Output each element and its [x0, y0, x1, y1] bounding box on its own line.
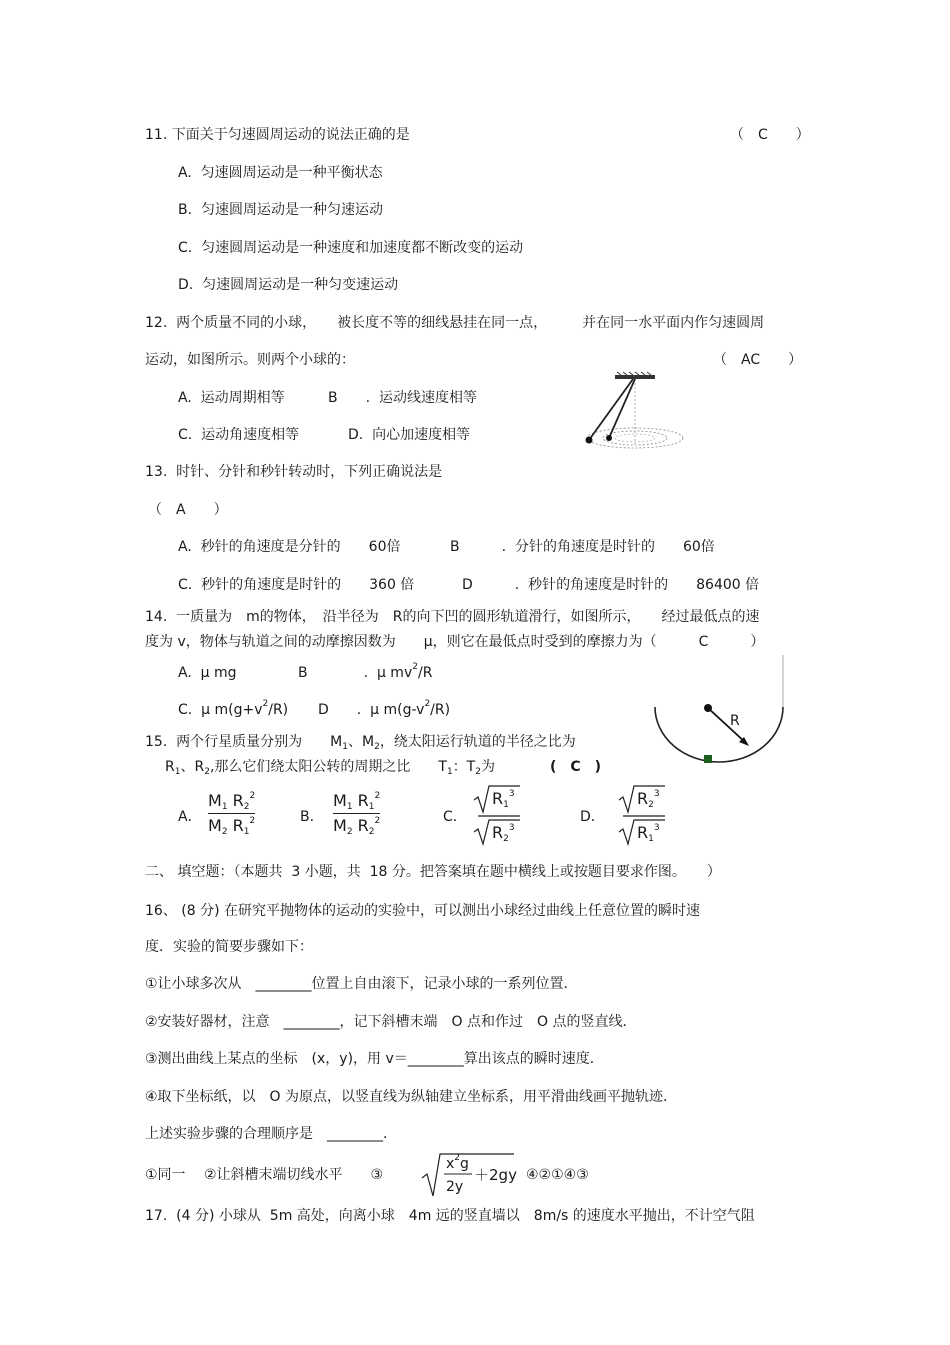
q15-option-d-denominator: $R_1^3$	[637, 823, 660, 844]
q16-stem-line1: 16、 (8 分) 在研究平抛物体的运动的实验中，可以测出小球经过曲线上任意位置的瞬时速	[145, 903, 700, 919]
q15-option-d-numerator: $R_2^3$	[637, 789, 660, 810]
q13-option-c: C. 秒针的角速度是时针的 360 倍	[178, 577, 415, 593]
q16-stem-line2: 度．实验的简要步骤如下：	[145, 939, 313, 955]
q15-stem-text: R	[165, 759, 175, 775]
superscript: 2	[412, 662, 418, 672]
q12-stem-line1: 12. 两个质量不同的小球， 被长度不等的细线悬挂在同一点， 并在同一水平面内作匀速圆周	[145, 315, 765, 331]
q11-stem: 11. 下面关于匀速圆周运动的说法正确的是	[145, 127, 410, 143]
q11-option-c: C. 匀速圆周运动是一种速度和加速度都不断改变的运动	[178, 240, 524, 256]
q16-step-4: ④取下坐标纸，以 O 为原点，以竖直线为纵轴建立坐标系，用平滑曲线画平抛轨迹．	[145, 1089, 678, 1105]
superscript: 2	[424, 699, 431, 709]
q16-answer-plus: ＋2gy	[474, 1166, 517, 1184]
subscript: 1	[174, 767, 181, 777]
subscript: 1	[342, 742, 348, 752]
q14-option-b-text: B . μ mv	[298, 665, 413, 681]
q16-step-2: ②安装好器材，注意 ________，记下斜槽末端 O 点和作过 O 点的竖直线．	[145, 1014, 637, 1030]
q14-option-d-tail: /R)	[430, 702, 451, 718]
q15-stem-text: 15. 两个行星质量分别为 M	[145, 734, 343, 750]
q12-stem-line2: 运动，如图所示。则两个小球的：	[145, 352, 355, 368]
q14-option-c-tail: /R)	[268, 702, 289, 718]
q14-option-a: A. μ mg	[178, 665, 237, 681]
q14-option-c-text: C. μ m(g+v	[178, 702, 263, 718]
q13-stem: 13. 时针、分针和秒针转动时，下列正确说法是	[145, 464, 443, 480]
q16-answer-head: ①同一 ②让斜槽末端切线水平 ③	[145, 1167, 384, 1183]
q15-stem-text: 、M	[347, 734, 375, 750]
q15-stem-line2	[165, 758, 495, 776]
q15-stem-line1	[145, 733, 576, 751]
superscript: 2	[262, 699, 269, 709]
q15-stem-text: 、R	[180, 759, 205, 775]
q15-option-c-denominator: $R_2^3$	[492, 823, 515, 844]
subscript: 1	[446, 767, 453, 777]
q11-option-a: A. 匀速圆周运动是一种平衡状态	[178, 165, 383, 181]
q16-answer-numerator: $x^2g$	[446, 1153, 469, 1172]
q12-option-c: C. 运动角速度相等	[178, 427, 300, 443]
q11-option-b: B. 匀速圆周运动是一种匀速运动	[178, 202, 383, 218]
q14-option-d	[318, 701, 450, 719]
q17-stem: 17. (4 分) 小球从 5m 高处，向离小球 4m 远的竖直墙以 8m/s 的速度水平抛出，不计空气阻	[145, 1208, 755, 1224]
subscript: 2	[204, 767, 210, 777]
q15-answer: ( C )	[550, 759, 602, 775]
conical-pendulum-figure	[575, 372, 715, 457]
q14-option-c	[178, 701, 288, 719]
q15-stem-text: ，绕太阳运行轨道的半径之比为	[379, 734, 576, 750]
q11-option-d: D. 匀速圆周运动是一种匀变速运动	[178, 277, 399, 293]
q15-stem-text: ：T	[452, 759, 476, 775]
q12-option-b: B . 运动线速度相等	[328, 390, 477, 406]
q12-option-d: D. 向心加速度相等	[348, 427, 471, 443]
q13-option-a: A. 秒针的角速度是分针的 60倍	[178, 539, 401, 555]
q16-order: 上述实验步骤的合理顺序是 ________．	[145, 1126, 397, 1142]
section-2-title: 二、 填空题：（本题共 3 小题，共 18 分。把答案填在题中横线上或按题目要求作图。 ）	[145, 864, 721, 880]
q15-option-c-label: C．	[443, 809, 467, 825]
q15-option-a-label: A．	[178, 809, 202, 825]
q16-answer-denominator: 2y	[446, 1179, 464, 1195]
q14-stem-line2: 度为 v，物体与轨道之间的动摩擦因数为 μ，则它在最低点时受到的摩擦力为（ C ）	[145, 634, 765, 650]
circular-track-figure	[630, 655, 790, 770]
q16-answer-tail: ④②①④③	[526, 1167, 589, 1183]
q14-option-b	[298, 664, 432, 682]
q14-stem-line1: 14. 一质量为 m的物体， 沿半径为 R的向下凹的圆形轨道滑行，如图所示， 经过最低点的速	[145, 609, 760, 625]
q15-option-a-fraction: $M_1$ $R_2^2$ $M_2$ $R_1^2$	[208, 791, 256, 837]
q15-option-b-label: B．	[300, 809, 324, 825]
q15-stem-text: 为	[480, 759, 495, 775]
subscript: 2	[475, 767, 481, 777]
q12-option-a: A. 运动周期相等	[178, 390, 285, 406]
q13-option-d: D . 秒针的角速度是时针的 86400 倍	[462, 577, 760, 593]
q13-answer: （ A ）	[148, 502, 228, 518]
q15-option-c-numerator: $R_1^3$	[492, 789, 515, 810]
q14-option-b-tail: /R	[417, 665, 433, 681]
q14-option-d-text: D . μ m(g-v	[318, 702, 425, 718]
q15-stem-text: ,那么它们绕太阳公转的周期之比 T	[209, 759, 447, 775]
q15-option-b-fraction: $M_1$ $R_1^2$ $M_2$ $R_2^2$	[333, 791, 381, 837]
q16-step-1: ①让小球多次从 ________位置上自由滚下，记录小球的一系列位置．	[145, 976, 578, 992]
q11-answer: （ C ）	[730, 127, 810, 143]
q12-answer: （ AC ）	[713, 352, 803, 368]
subscript: 2	[374, 742, 380, 752]
q15-option-d-label: D．	[580, 809, 605, 825]
track-radius-label: R	[730, 713, 740, 729]
q13-option-b: B . 分针的角速度是时针的 60倍	[450, 539, 715, 555]
q16-step-3: ③测出曲线上某点的坐标 (x，y)，用 v＝________算出该点的瞬时速度．	[145, 1051, 604, 1067]
